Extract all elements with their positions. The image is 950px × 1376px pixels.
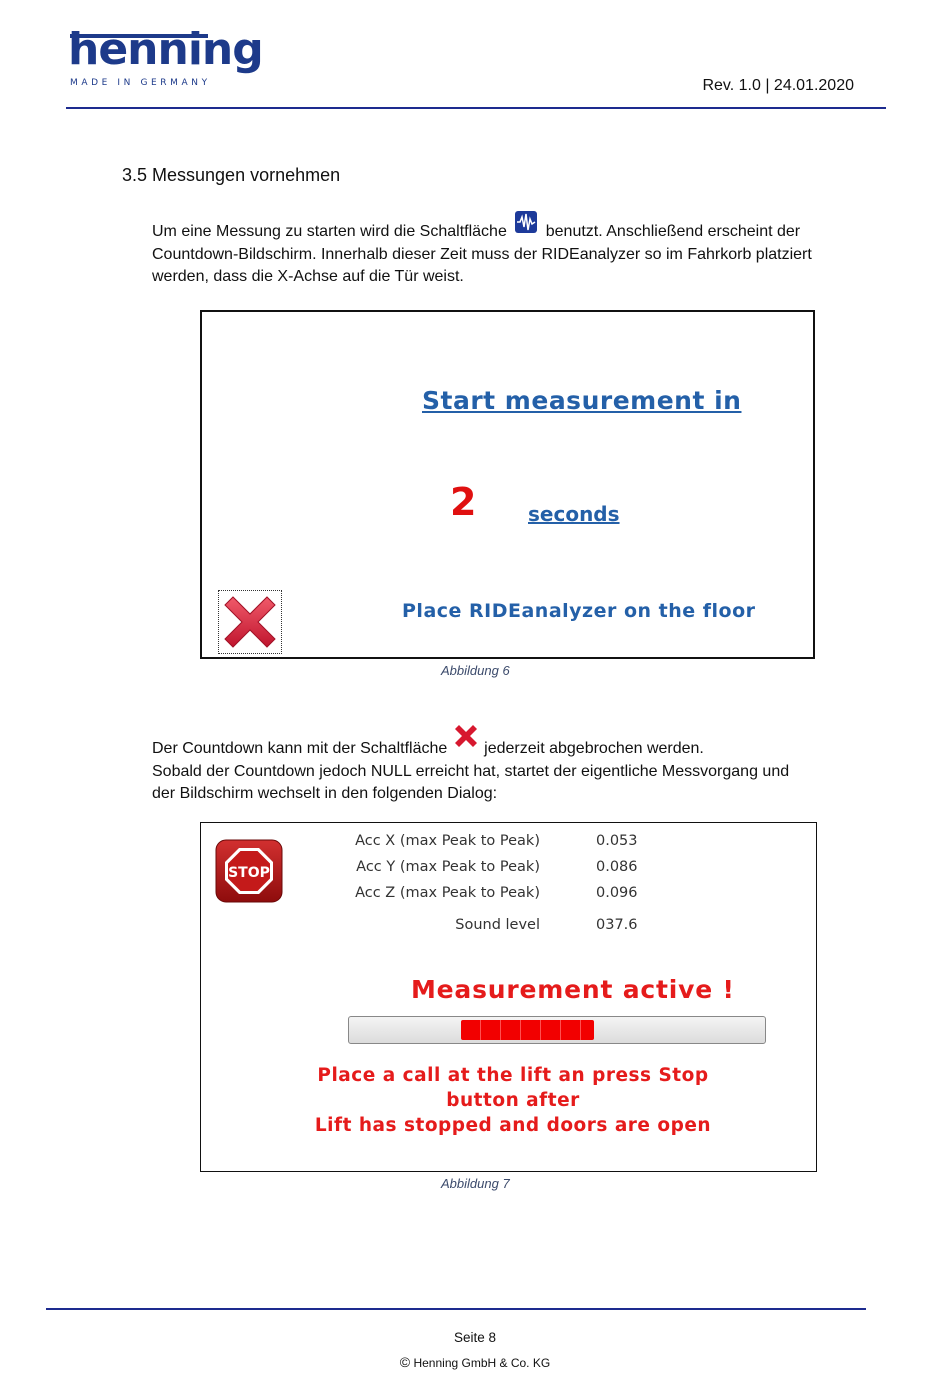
paragraph-intro-line1: [152, 217, 872, 244]
henning-logo: henning: [68, 24, 263, 75]
figure6-caption: Abbildung 6: [441, 663, 510, 678]
stop-instruction-line1: Place a call at the lift an press Stop button after: [317, 1065, 709, 1111]
text-segment: benutzt. Anschließend erscheint der: [545, 223, 801, 240]
figure7-caption: Abbildung 7: [441, 1176, 510, 1191]
paragraph-cancel-line2: Sobald der Countdown jedoch NULL erreicht hat, startet der eigentliche Messvorgang und: [152, 762, 790, 780]
measurement-progress-bar: [348, 1016, 766, 1044]
countdown-title: Start measurement in: [422, 386, 742, 415]
copyright-line: [0, 1354, 950, 1370]
paragraph-intro-line3: werden, dass die X-Achse auf die Tür weist.: [152, 268, 464, 285]
countdown-unit: seconds: [528, 502, 620, 526]
metric-label-sound: Sound level: [455, 917, 540, 933]
measurement-screen-figure: [200, 822, 817, 1172]
paragraph-intro: [152, 217, 872, 289]
measurement-status: Measurement active !: [411, 975, 735, 1004]
metric-value-acc-z: 0.096: [596, 885, 638, 901]
countdown-screen-figure: [200, 310, 815, 659]
company-name: Henning GmbH & Co. KG: [413, 1356, 551, 1370]
page-number: Seite 8: [453, 1330, 497, 1345]
progress-fill: [461, 1020, 594, 1040]
stop-sign-icon: [215, 839, 283, 903]
metric-label-acc-x: Acc X (max Peak to Peak): [355, 833, 540, 849]
paragraph-cancel: [152, 729, 872, 806]
stop-instruction: [281, 1063, 745, 1138]
cancel-x-icon: [452, 722, 480, 750]
footer-rule: [46, 1308, 866, 1310]
paragraph-cancel-line1: [152, 729, 872, 761]
logo-tagline: MADE IN GERMANY: [70, 78, 211, 88]
paragraph-intro-line2: Countdown-Bildschirm. Innerhalb dieser Zeit muss der RIDEanalyzer so im Fahrkorb platziert: [152, 245, 812, 263]
cancel-x-icon: [219, 591, 281, 653]
metric-label-acc-y: Acc Y (max Peak to Peak): [356, 859, 540, 875]
stop-instruction-line2: Lift has stopped and doors are open: [314, 1115, 712, 1136]
countdown-number: 2: [450, 480, 477, 524]
placement-instruction: Place RIDEanalyzer on the floor: [402, 600, 756, 622]
copyright-symbol: ©: [399, 1354, 411, 1370]
section-heading: 3.5 Messungen vornehmen: [122, 165, 341, 185]
text-segment: Der Countdown kann mit der Schaltfläche: [152, 740, 448, 757]
header-rule: [66, 107, 886, 109]
stop-label: STOP: [228, 865, 270, 881]
text-segment: jederzeit abgebrochen werden.: [484, 740, 704, 757]
metric-label-acc-z: Acc Z (max Peak to Peak): [355, 885, 540, 901]
metric-value-acc-y: 0.086: [596, 859, 638, 875]
cancel-button[interactable]: [218, 590, 282, 654]
revision-date: Rev. 1.0 | 24.01.2020: [702, 77, 854, 94]
metric-value-acc-x: 0.053: [596, 833, 638, 849]
text-segment: Um eine Messung zu starten wird die Schaltfläche: [152, 223, 507, 240]
stop-button[interactable]: [215, 839, 283, 903]
measure-waveform-icon: [515, 211, 537, 233]
metric-value-sound: 037.6: [596, 917, 638, 933]
paragraph-cancel-line3: der Bildschirm wechselt in den folgenden Dialog:: [152, 785, 498, 802]
